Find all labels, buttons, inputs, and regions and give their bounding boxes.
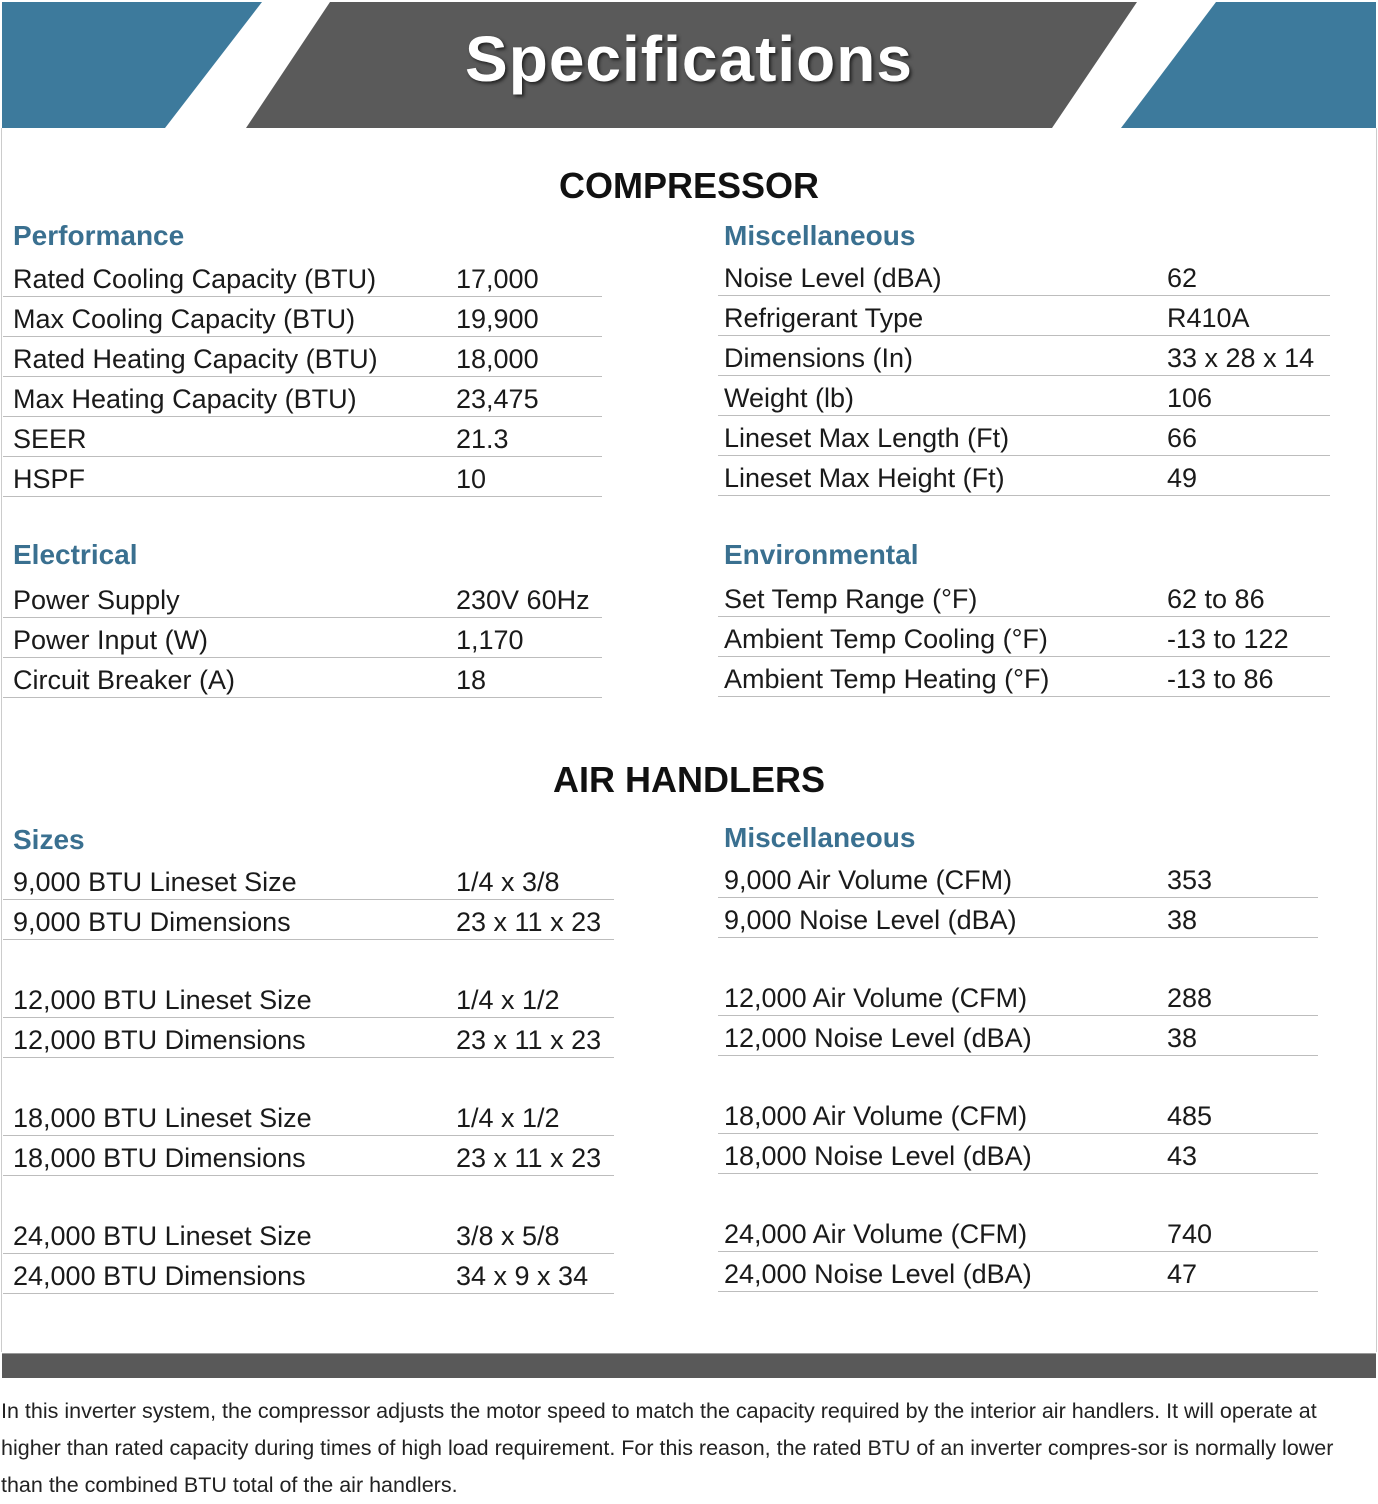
air-handler-misc-heading: Miscellaneous [724, 822, 916, 853]
spec-value: 10 [456, 464, 487, 494]
spec-row [3, 978, 614, 1018]
spec-value: 21.3 [456, 424, 509, 454]
spec-label: 18,000 Air Volume (CFM) [724, 1101, 1028, 1131]
spec-label: 24,000 Noise Level (dBA) [724, 1259, 1032, 1289]
spec-row [718, 577, 1330, 617]
compressor-title: COMPRESSOR [558, 165, 820, 206]
spec-value: 34 x 9 x 34 [456, 1261, 589, 1291]
spec-label: HSPF [13, 464, 86, 494]
spec-label: Power Supply [13, 585, 180, 615]
spec-value: 3/8 x 5/8 [456, 1221, 560, 1251]
sizes-heading: Sizes [13, 824, 85, 855]
spec-row [3, 457, 602, 497]
spec-value: 23,475 [456, 384, 539, 414]
spec-row [718, 376, 1330, 416]
spec-value: 230V 60Hz [456, 585, 590, 615]
spec-row [3, 1096, 614, 1136]
spec-value: 23 x 11 x 23 [456, 1143, 602, 1173]
spec-value: 18 [456, 665, 487, 695]
spec-label: 9,000 Noise Level (dBA) [724, 905, 1017, 935]
spec-label: 12,000 BTU Lineset Size [13, 985, 312, 1015]
spec-value: 19,900 [456, 304, 539, 334]
spec-value: -13 to 86 [1167, 664, 1274, 694]
spec-row [3, 860, 614, 900]
spec-value: 49 [1167, 463, 1198, 493]
spec-label: Ambient Temp Cooling (°F) [724, 624, 1048, 654]
spec-value: 38 [1167, 905, 1198, 935]
spec-value: 353 [1167, 865, 1213, 895]
spec-label: Lineset Max Height (Ft) [724, 463, 1005, 493]
footer-note: In this inverter system, the compressor adjusts the motor speed to match the capacity required by the interior air handlers. It will operate at higher than rated capacity during times of high load requirement. For this reason, the rated BTU of an inverter compres-sor is normally lower than the combined BTU total of the air handlers. [1, 1399, 1334, 1497]
electrical-heading: Electrical [13, 539, 138, 570]
spec-label: Circuit Breaker (A) [13, 665, 236, 695]
spec-label: SEER [13, 424, 87, 454]
spec-value: 1,170 [456, 625, 524, 655]
spec-value: 1/4 x 3/8 [456, 867, 560, 897]
spec-label: 9,000 BTU Lineset Size [13, 867, 297, 897]
spec-label: Set Temp Range (°F) [724, 584, 978, 614]
environmental-heading: Environmental [724, 539, 919, 570]
spec-label: 24,000 BTU Lineset Size [13, 1221, 312, 1251]
spec-label: 18,000 BTU Lineset Size [13, 1103, 312, 1133]
spec-label: Weight (lb) [724, 383, 855, 413]
spec-row [718, 1252, 1318, 1292]
spec-label: Max Cooling Capacity (BTU) [13, 304, 356, 334]
spec-row [3, 297, 602, 337]
spec-value: 18,000 [456, 344, 539, 374]
spec-value: 740 [1167, 1219, 1213, 1249]
spec-label: 18,000 BTU Dimensions [13, 1143, 306, 1173]
spec-row [718, 1094, 1318, 1134]
spec-value: 62 to 86 [1167, 584, 1265, 614]
spec-row [3, 1136, 614, 1176]
spec-value: 23 x 11 x 23 [456, 1025, 602, 1055]
spec-value: 17,000 [456, 264, 539, 294]
spec-label: 24,000 BTU Dimensions [13, 1261, 306, 1291]
spec-row [718, 1016, 1318, 1056]
spec-label: 12,000 Noise Level (dBA) [724, 1023, 1032, 1053]
spec-row [3, 257, 602, 297]
air-handlers-title: AIR HANDLERS [552, 759, 825, 800]
spec-row [3, 417, 602, 457]
spec-value: 43 [1167, 1141, 1198, 1171]
spec-row [718, 416, 1330, 456]
spec-row [3, 618, 602, 658]
spec-row [3, 377, 602, 417]
spec-value: 23 x 11 x 23 [456, 907, 602, 937]
specifications-banner [0, 0, 1378, 130]
spec-label: 24,000 Air Volume (CFM) [724, 1219, 1028, 1249]
spec-row [3, 337, 602, 377]
spec-row [3, 1018, 614, 1058]
spec-value: 38 [1167, 1023, 1198, 1053]
spec-row [3, 900, 614, 940]
spec-value: 288 [1167, 983, 1213, 1013]
spec-row [718, 976, 1318, 1016]
spec-label: Power Input (W) [13, 625, 209, 655]
spec-label: Rated Cooling Capacity (BTU) [13, 264, 377, 294]
spec-value: R410A [1167, 303, 1250, 333]
spec-value: 62 [1167, 263, 1198, 293]
spec-label: Max Heating Capacity (BTU) [13, 384, 357, 414]
spec-row [3, 1254, 614, 1294]
spec-value: 1/4 x 1/2 [456, 1103, 560, 1133]
spec-label: Rated Heating Capacity (BTU) [13, 344, 378, 374]
spec-label: 9,000 BTU Dimensions [13, 907, 291, 937]
spec-value: 33 x 28 x 14 [1167, 343, 1315, 373]
spec-row [718, 256, 1330, 296]
spec-row [718, 657, 1330, 697]
spec-row [718, 858, 1318, 898]
spec-row [718, 336, 1330, 376]
compressor-misc-heading: Miscellaneous [724, 220, 916, 251]
spec-row [718, 1134, 1318, 1174]
spec-value: 47 [1167, 1259, 1198, 1289]
spec-label: 12,000 BTU Dimensions [13, 1025, 306, 1055]
spec-label: Dimensions (In) [724, 343, 914, 373]
spec-row [718, 617, 1330, 657]
spec-label: 9,000 Air Volume (CFM) [724, 865, 1013, 895]
spec-row [3, 578, 602, 618]
spec-row [718, 1212, 1318, 1252]
spec-row [3, 658, 602, 698]
bottom-bar [2, 1353, 1376, 1378]
spec-label: Noise Level (dBA) [724, 263, 942, 293]
spec-row [718, 296, 1330, 336]
spec-label: 12,000 Air Volume (CFM) [724, 983, 1028, 1013]
spec-label: 18,000 Noise Level (dBA) [724, 1141, 1032, 1171]
spec-label: Lineset Max Length (Ft) [724, 423, 1010, 453]
spec-row [718, 456, 1330, 496]
performance-heading: Performance [13, 220, 185, 251]
spec-row [3, 1214, 614, 1254]
spec-value: 485 [1167, 1101, 1213, 1131]
spec-value: 1/4 x 1/2 [456, 985, 560, 1015]
page-title: Specifications [465, 23, 913, 95]
spec-value: -13 to 122 [1167, 624, 1289, 654]
spec-label: Refrigerant Type [724, 303, 924, 333]
spec-label: Ambient Temp Heating (°F) [724, 664, 1050, 694]
spec-value: 106 [1167, 383, 1213, 413]
spec-value: 66 [1167, 423, 1198, 453]
spec-row [718, 898, 1318, 938]
